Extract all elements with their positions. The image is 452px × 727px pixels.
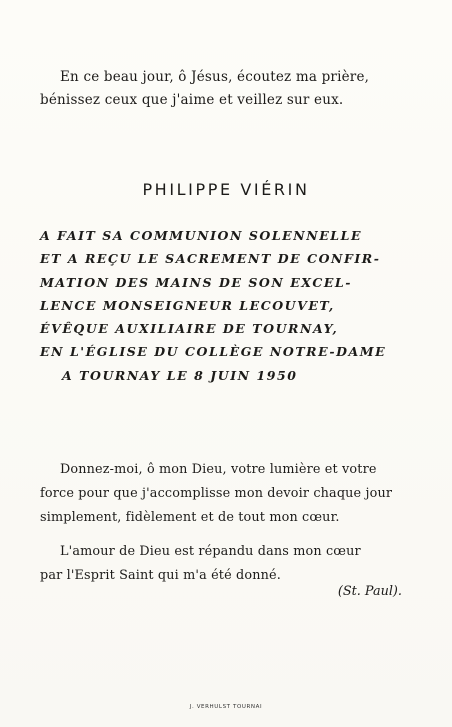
closing-prayer — [40, 458, 422, 588]
closing-prayer-p1-line-1: Donnez-moi, ô mon Dieu, votre lumière et votre — [60, 462, 377, 477]
opening-prayer-line-2: bénissez ceux que j'aime et veillez sur eux. — [40, 92, 344, 108]
closing-prayer-p2-line-2: par l'Esprit Saint qui m'a été donné. — [40, 568, 281, 583]
announcement-line-5: ÉVÊQUE AUXILIAIRE DE TOURNAY, — [40, 321, 339, 337]
closing-prayer-p1-line-3: simplement, fidèlement et de tout mon cœur. — [40, 510, 340, 525]
communicant-name: PHILIPPE VIÉRIN — [142, 180, 310, 199]
closing-prayer-p2-line-1: L'amour de Dieu est répandu dans mon cœur — [60, 544, 361, 559]
closing-prayer-p1-line-2: force pour que j'accomplisse mon devoir chaque jour — [40, 486, 393, 501]
opening-prayer-line-1: En ce beau jour, ô Jésus, écoutez ma prière, — [60, 69, 370, 85]
opening-prayer — [40, 66, 424, 112]
announcement-line-3: MATION DES MAINS DE SON EXCEL- — [40, 274, 352, 290]
printer-imprint: J. VERHULST TOURNAI — [189, 704, 263, 710]
announcement-line-6: EN L'ÉGLISE DU COLLÈGE NOTRE-DAME — [40, 344, 387, 360]
announcement-line-2: ET A REÇU LE SACREMENT DE CONFIR- — [40, 251, 381, 267]
announcement-line-4: LENCE MONSEIGNEUR LECOUVET, — [40, 297, 335, 313]
paragraph-gap — [40, 530, 422, 540]
scripture-attribution: (St. Paul). — [337, 584, 402, 599]
announcement-line-1: A FAIT SA COMMUNION SOLENNELLE — [40, 228, 363, 243]
announcement-line-7: A TOURNAY LE 8 JUIN 1950 — [62, 367, 298, 383]
communion-announcement — [40, 224, 414, 387]
